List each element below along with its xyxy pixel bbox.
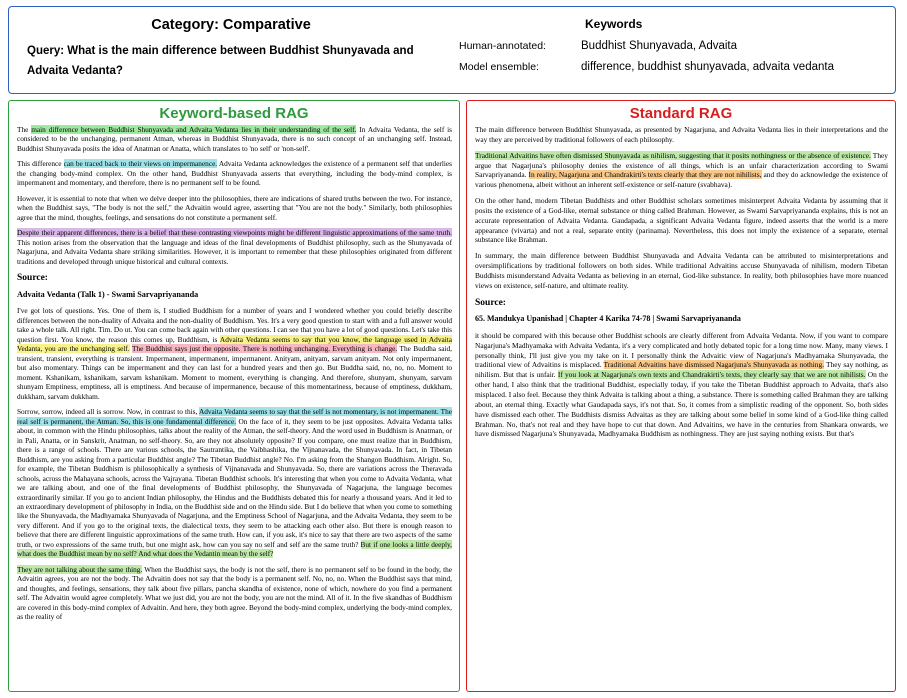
keyword-rag-body xyxy=(9,125,459,622)
keyword-value-human: Buddhist Shunyavada, Advaita xyxy=(581,40,738,52)
right-b1-post: On the other hand, I also think that the traditional Buddhist, especially today, if you take the Tibetan Buddhist approach to Advaita, that's also misplaced. I also feel. Because they think Advaita is talking about a thing, a substance. There is something called Brahman they are talking about, an eternal thing. Exactly what Gaudapada says, it's not that. So, it comes from a simplistic reading of the opponent. So, both sides have dismissed each other. The Buddhists dismiss Advaitas as they are talking about some belief in some kind of a God-like thing called Brahman. No, that's not real and they have hope to cut that down. And Advaitins, we have in the centuries from Shankara onwards, we have dismissed Nagarjuna's Shunyavada, Madhyamaka Buddhism as nothingness. They are just saying nothing exists. But that's xyxy=(475,370,888,439)
right-b1-highlight-2: If you look at Nagarjuna's own texts and Chandrakirti's texts, they clearly say that we are not nihilists. xyxy=(557,370,866,380)
left-b2-highlight-2: But if one looks a little deeply, what does the Buddhist mean by no self? And what does the Vedantin mean by the self? xyxy=(17,539,452,559)
standard-rag-panel xyxy=(466,100,896,692)
left-source-document-title: Advaita Vedanta (Talk 1) - Swami Sarvapriyananda xyxy=(17,289,199,299)
left-source-heading: Source: xyxy=(17,273,48,284)
left-source-paragraph-3 xyxy=(17,565,452,622)
standard-rag-title: Standard RAG xyxy=(629,105,733,122)
left-p2-pre: This difference xyxy=(17,159,64,169)
keyword-rag-panel xyxy=(8,100,460,692)
keywords-title: Keywords xyxy=(585,17,643,31)
right-p2-highlight-2: In reality, Nagarjuna and Chandrakirti's texts clearly that they are not nihilists, xyxy=(528,170,762,180)
left-answer-paragraph-3: However, it is essential to note that when we delve deeper into the philosophies, there are indications of shared truths between the two. For instance, when the Buddhist says, "The body is not the self," the Advaitin would agree, asserting that "You are not the body." Similarly, both philosophies agree that the mind, thoughts, feelings, and sensations do not constitute a permanent self. xyxy=(17,193,452,222)
left-answer-paragraph-2 xyxy=(17,159,452,187)
right-p2-mid: They argue that Nagarjuna's philosophy denies the existence of all things, which is an unfair characterization according to Swami Sarvapriyananda. xyxy=(475,150,888,180)
left-b1-highlight-2: The Buddhist says just the opposite. There is nothing unchanging. Everything is change. xyxy=(132,344,398,354)
keyword-label-model: Model ensemble: xyxy=(459,61,539,73)
right-answer-paragraph-4: In summary, the main difference between Buddhist Shunyavada and Advaita Vedanta can be attributed to misinterpretations and oversimplifications by traditional followers on both sides. While traditional Advaitins accuse Shunyavada of nihilism, modern Tibetan Buddhists misunderstand Advaita Vedanta as believing in an eternal, God-like substance. In reality, both philosophies have more nuanced views on existence, self-nature, and ultimate reality. xyxy=(475,251,888,290)
left-b1-pre: I've got lots of questions. Yes. One of them is, I studied Buddhism for a number of years and I wondered whether you could briefly describe differences between the non-duality of Advaita and the non-duality of Buddhism. Yes. It's a very good question to start with and a full answer would take a whole talk. All right. Tim. Do ut. You can come back again with other questions. I can see that you have a lot of good questions. Let's take this question first. You know, the reason this comes up, Buddhism, is xyxy=(17,306,452,344)
keyword-value-model: difference, buddhist shunyavada, advaita vedanta xyxy=(581,61,834,73)
right-source-heading: Source: xyxy=(475,297,506,308)
left-b2-highlight-1: Advaita Vedanta seems to say that the self is not momentary, is not impermanent. The real self is permanent, the Atman. So, this is one fundamental difference. xyxy=(17,407,452,426)
left-p1-post: In Advaita Vedanta, the self is considered to be the unchanging, permanent Atman, whereas in Buddhist Shunyavada, there is no such concept of an unchanging self. Instead, Buddhist Shunyavada posits the idea of Anatman or Anatta, which translates to 'no self' or 'non-self'. xyxy=(17,125,452,153)
left-p4-post: This notion arises from the observation that the language and ideas of the final developments of Buddhist philosophy, such as the Shunyavada of Nagarjuna, and Advaita Vedanta share striking similarities. However, it is important to remember that these philosophies originated from different traditions and developed through unique historical and cultural contexts. xyxy=(17,237,452,266)
right-source-document-title: 65. Mandukya Upanishad | Chapter 4 Karika 74-78 | Swami Sarvapriyananda xyxy=(475,314,741,324)
category-label: Category: Comparative xyxy=(151,17,311,33)
keyword-label-human: Human-annotated: xyxy=(459,40,546,52)
left-b1-post: The Buddha said, transient, transient, everything is transient. Impermanent, impermanent, impermanent. Anityam, anityam, sarvam anityam. Not only impermanent, but also momentary. Things can be impermanent and they can last for a hundred years and then go. But Buddha said, no, no, no. Moment to moment. Kshanikam, kshanikam, sarvam kshanikam. Moment to moment, everything is changing. And therefore, shunyam, shunyam, sarvam shunyam Emptiness, emptiness, all is emptiness. And because of impermanence, because of this momentariness, because of emptiness, dukkham, dukkham, sarvam dukkham. xyxy=(17,344,453,401)
left-b2-pre: Sorrow, sorrow, indeed all is sorrow. Now, in contrast to this, xyxy=(17,407,199,417)
left-p1-pre: The xyxy=(17,125,32,134)
right-b1-pre: it should be compared with this because other Buddhist schools are clearly different from Advaita Vedanta. Now, if you want to compare Nagarjuna's Madhyamaka with Advaita Vedanta, it's a very complicated and hotly debated topic for a long time now. Many, many views. I personally think, I'll just give you my take on it. I personally think the Advaitic view of Nagarjuna's Madhyamaka Shunyavada, the traditional view of Advaitins is misplaced. xyxy=(475,330,888,370)
left-p2-post: Advaita Vedanta acknowledges the existence of a permanent self that underlies the changing body-mind complex. On the other hand, Buddhist Shunyavada asserts that everything, including the body-mind complex, is impermanent and momentary, and therefore, there is no permanent self to be found. xyxy=(17,159,452,188)
right-p2-highlight-1: Traditional Advaitins have often dismissed Shunyavada as nihilism, suggesting that it posits nothingness or the absence of existence. xyxy=(475,150,871,160)
left-source-paragraph-1 xyxy=(17,306,452,401)
left-p4-highlight: Despite their apparent differences, there is a belief that these contrasting viewpoints might be different linguistic approximations of the same truth. xyxy=(17,228,452,238)
left-b3-highlight: They are not talking about the same thing. xyxy=(17,564,143,574)
header-keywords-section xyxy=(449,7,895,93)
right-b1-highlight-1: Traditional Advaitins have dismissed Nagarjuna's Shunyavada as nothing. xyxy=(603,360,825,370)
keyword-row-model xyxy=(453,61,885,73)
standard-rag-body xyxy=(467,125,895,439)
right-answer-paragraph-2 xyxy=(475,151,888,190)
header-box xyxy=(8,6,896,94)
left-b2-mid: On the face of it, they seem to be just opposites. Advaita Vedanta talks about, in common with the Hindu philosophies, talks about the reality of the Atman, the self-theory. And the word used in Buddhism is Anatman, or in Pali, Anatta, or in Sanskrit, Anatman, no self-theory. So, are they not absolutely opposite? If you compare, one must realize that in Buddhism, there is a range of schools. There are various schools, the Sautrantika, the Vaibhashika, the Vijnanavada, the Shunyavada. In fact, in Tibetan Buddhism, are you asking from a particular Buddhist angle? The Tibetan Buddhist angle? No. I'm asking from the Shangon Buddhism. Alright. So, for example, the Tibetan Buddhism is philosophically a synthesis of Vijnanavada and Shunyavada. So, there are variations across the Theravada schools, across the Mahayana schools, across the Vajrayana. Tibetan Buddhist schools. It's interesting that when you come to Advaita Vedanta, what we are talking about, and one of the final developments of Buddhist philosophy, the Shunyavada of Nagarjuna, the language becomes extraordinarily similar. If you go to ancient Indian philosophy, the Hindus and the Buddhists debated this for nearly a thousand years. And it led to an extraordinary development of philosophy in India, on the Buddhist side and on the Hindu side. But I do believe that when you come to something like the Shunyavada, the Madhyamaka Shunyavada of Nagarjuna, and the Emptiness School of Nagarjuna, and the Advaita Vedanta, they seem to be very different. And if you go to the original texts, the dialectical texts, they seem to be attacking each other also. But there is enough reason to believe that there are different linguistic approximations of the same truth. How can, if you ask, it's nice to say that there are two aspects of the same truth, or two expressions of the same truth, but one might ask, how can you say no self and self are the same truth? xyxy=(17,416,452,549)
left-p1-highlight: main difference between Buddhist Shunyavada and Advaita Vedanta lies in their understanding of the self. xyxy=(31,125,357,134)
left-b1-highlight-1: Advaita Vedanta seems to say that you know, the language used in Advaita Vedanta, you are the unchanging self. xyxy=(17,334,452,354)
left-b3-post: When the Buddhist says, the body is not the self, there is no permanent self to be found in the body, the Advaitin agrees, you are not the body. The Advaitin does not say that the body is a permanent self. No, no, no. When the Buddhist says that mind, and thoughts, and feelings, sensations, they talk about five pillars, pancha skandha of existence, none of which, nowhere do you find a permanent self. The Advaitin would agree completely. What we just did, you are not the body, you are not the mind. All of it. In the five skandhas of Buddhism are covered in this body-mind complex of Advaitin. And here, they both agree. Beyond the body-mind complex, underlying the body-mind complex, as the reality of xyxy=(17,564,453,622)
query-label: Query: What is the main difference between Buddhist Shunyavada and Advaita Vedanta? xyxy=(27,45,414,78)
right-answer-paragraph-3: On the other hand, modern Tibetan Buddhists and other Buddhist scholars sometimes misinterpret Advaita Vedanta by assuming that it posits the existence of a God-like, eternal substance or thing called Brahman. However, as Swami Sarvapriyananda explains, this is not an accurate representation of Advaita Vedanta. Gaudapada, a significant Advaita Vedanta figure, indeed asserts that the world is a mere appearance (vivarta) and not a real, separate entity (parinama). Nevertheless, this does not imply the existence of a separate, eternal substance like Brahman. xyxy=(475,196,888,245)
header-query-section xyxy=(9,7,449,93)
keyword-row-human xyxy=(453,40,885,52)
left-answer-paragraph-1 xyxy=(17,125,452,153)
left-answer-paragraph-4 xyxy=(17,228,452,266)
right-source-paragraph-1 xyxy=(475,331,888,439)
right-b1-mid: They say nothing, as nihilism. But that is unfair. xyxy=(475,360,888,380)
right-answer-paragraph-1: The main difference between Buddhist Shunyavada, as presented by Nagarjuna, and Advaita Vedanta lies in their interpretations and the way they are perceived by traditional followers of each philosophy. xyxy=(475,125,888,144)
keyword-rag-title: Keyword-based RAG xyxy=(159,105,309,122)
right-p2-post: and they do acknowledge the existence of various phenomena, albeit without an inherent self-existence or self-nature (svabhava). xyxy=(475,170,888,190)
left-source-paragraph-2 xyxy=(17,407,452,559)
left-p2-highlight: can be traced back to their views on impermanence. xyxy=(63,159,218,169)
